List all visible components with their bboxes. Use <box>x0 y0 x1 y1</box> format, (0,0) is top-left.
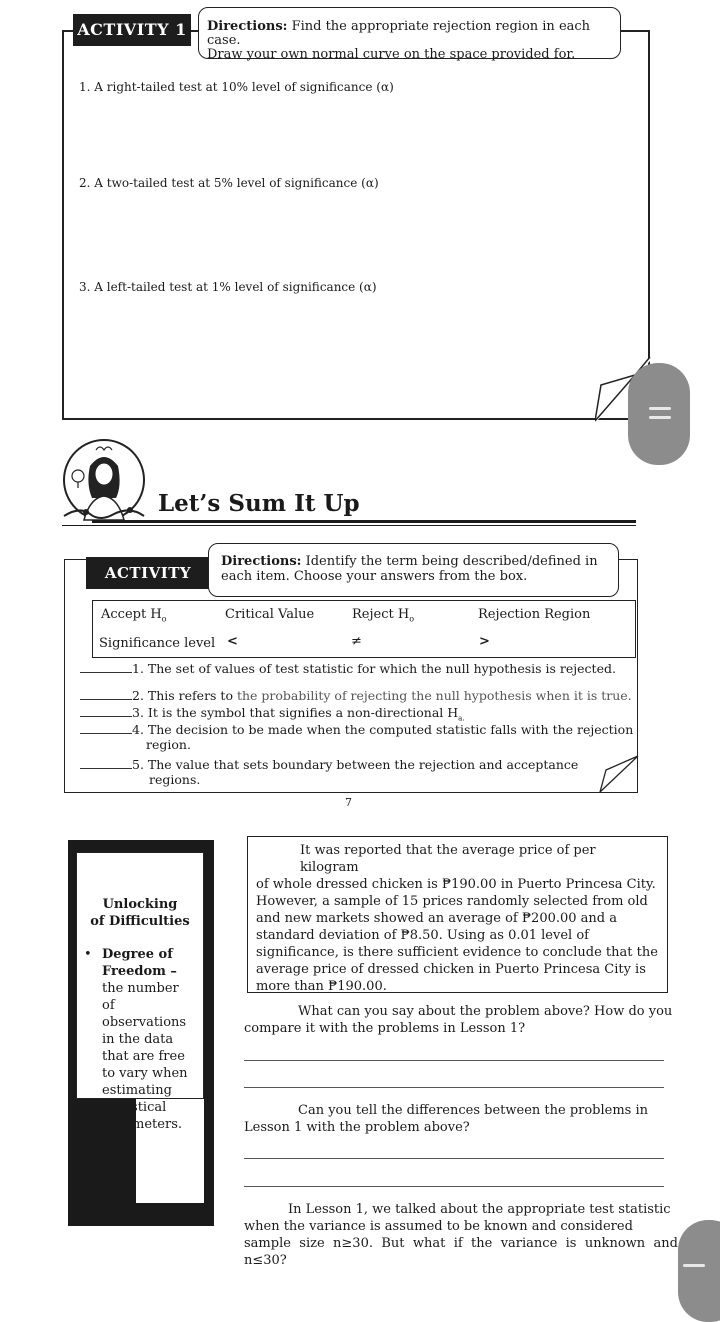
page-curl-icon <box>598 752 640 794</box>
answer-blank[interactable] <box>80 716 132 717</box>
student-illustration-icon <box>60 436 160 526</box>
choice-significance-level: Significance level <box>99 636 216 651</box>
activity1-item-1: 1. A right-tailed test at 10% level of significance (α) <box>79 80 394 94</box>
activity1-item-3: 3. A left-tailed test at 1% level of significance (α) <box>79 280 377 294</box>
title-rule <box>92 520 636 523</box>
choice-rejection-region: Rejection Region <box>478 607 591 622</box>
answer-blank[interactable] <box>80 733 132 734</box>
activity2-title: ACTIVITY <box>86 557 210 589</box>
choice-less-than: < <box>227 634 238 649</box>
choice-accept: Accept $H_o$ <box>101 607 167 624</box>
choice-reject: Reject $H_o$ <box>352 607 415 624</box>
answer-line[interactable] <box>244 1186 664 1187</box>
question-2: Can you tell the differences between the problems in Lesson 1 with the problem above? <box>244 1103 649 1135</box>
activity2-question-3: 3. It is the symbol that signifies a non-directional $H_{a.}$ <box>80 705 465 727</box>
answer-line[interactable] <box>244 1158 664 1159</box>
activity1-directions <box>198 7 621 62</box>
answer-blank[interactable] <box>80 672 132 673</box>
term-definition: the number of observations in the data that are free to vary when estimating statistical parameters. <box>102 981 188 1132</box>
activity2-question-5: 5. The value that sets boundary between the rejection and acceptance regions. <box>80 757 578 787</box>
directions-text-line2: Draw your own normal curve on the space provided for. <box>207 47 576 62</box>
activity2-question-4: 4. The decision to be made when the computed statistic falls with the rejection region. <box>80 722 633 752</box>
directions-text-line1: Identify the term being described/defined in <box>305 554 598 569</box>
choice-greater-than: > <box>479 634 490 649</box>
term-degree-of-freedom: • Degree of Freedom – the number of observations in the data that are free to vary when estimating statistical parameters. <box>76 946 204 1133</box>
scroll-handle[interactable] <box>678 1220 720 1322</box>
answer-line[interactable] <box>244 1087 664 1088</box>
title-rule-thin <box>62 525 636 526</box>
directions-label: Directions: <box>207 19 288 34</box>
activity2-directions <box>208 543 619 597</box>
page-number: 7 <box>345 796 352 809</box>
answer-choices-box <box>92 600 636 658</box>
activity1-title: ACTIVITY 1 <box>73 14 191 46</box>
lesson-paragraph: In Lesson 1, we talked about the appropriate test statistic when the variance is assumed to be known and considered sample size n≥30. But what if the variance is unknown and n≤30? <box>244 1202 678 1268</box>
activity1-item-2: 2. A two-tailed test at 5% level of significance (α) <box>79 176 379 190</box>
choice-not-equal: ≠ <box>351 634 362 649</box>
answer-blank[interactable] <box>80 768 132 769</box>
unlocking-title: Unlocking of Difficulties <box>90 897 190 929</box>
activity2-question-1: 1. The set of values of test statistic for which the null hypothesis is rejected. <box>80 661 616 676</box>
scroll-handle-grip-icon <box>649 416 671 419</box>
question-1: What can you say about the problem above? How do you compare it with the problems in Lesson 1? <box>244 1004 673 1036</box>
scroll-handle-grip-icon <box>683 1264 705 1267</box>
directions-text-line1: Find the appropriate rejection region in each case. <box>207 19 591 48</box>
directions-text-line2: each item. Choose your answers from the box. <box>221 569 528 584</box>
directions-label: Directions: <box>221 554 302 569</box>
problem-text: It was reported that the average price of per kilogram of whole dressed chicken is ₱190.00 in Puerto Princesa City. However, a sample of 15 prices randomly selected from old and new markets showed an average of ₱200.00 and a standard deviation of ₱8.50. Using as 0.01 level of significance, is there sufficient evidence to conclude that the average price of dressed chicken in Puerto Princesa City is more than ₱190.00. <box>256 843 658 994</box>
choice-critical-value: Critical Value <box>225 607 315 622</box>
activity2-question-2: 2. This refers to the probability of rejecting the null hypothesis when it is true. <box>80 688 632 703</box>
scroll-handle[interactable] <box>628 363 690 465</box>
unlocking-of-difficulties <box>76 896 204 1133</box>
section-title: Let’s Sum It Up <box>158 490 360 517</box>
bullet-icon: • <box>84 947 92 962</box>
answer-line[interactable] <box>244 1060 664 1061</box>
scroll-handle-grip-icon <box>649 407 671 410</box>
answer-blank[interactable] <box>80 699 132 700</box>
